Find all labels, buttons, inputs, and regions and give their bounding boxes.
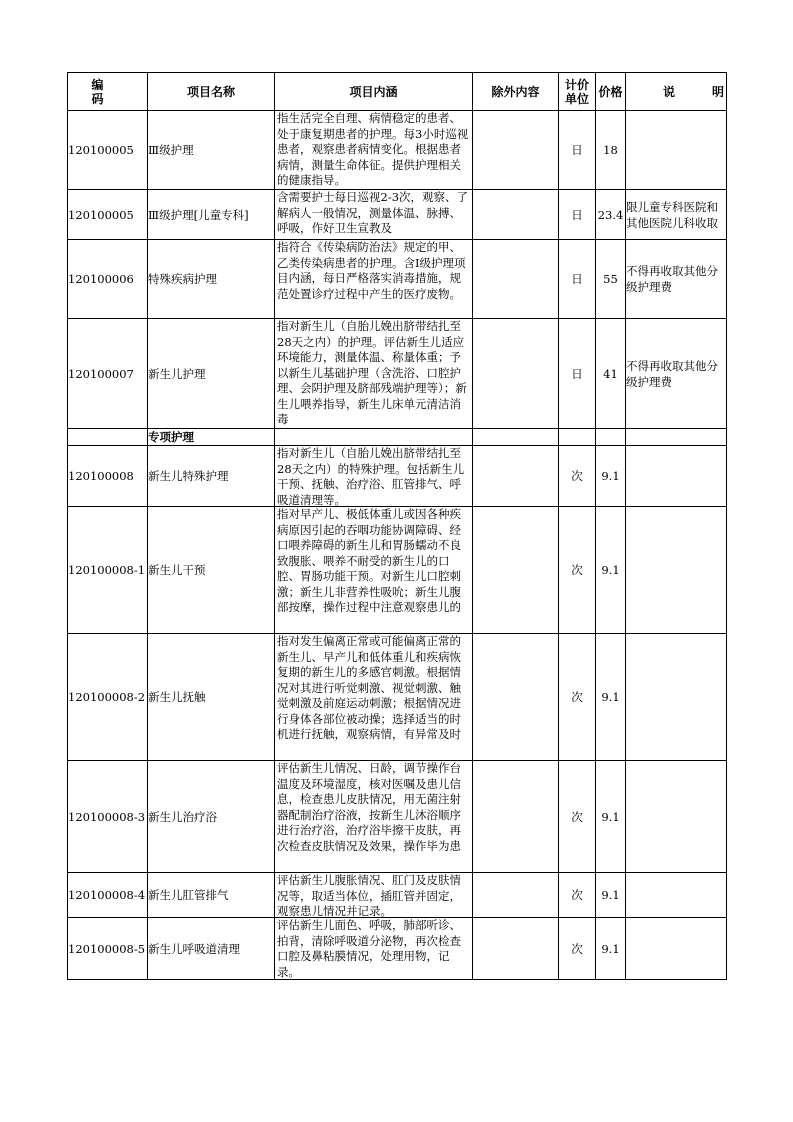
row-price: 41 (596, 319, 626, 429)
table-row (68, 446, 727, 507)
table-row (68, 873, 727, 918)
row-code: 120100008 (68, 446, 148, 507)
row-price: 9.1 (596, 634, 626, 761)
row-exclude (473, 507, 559, 634)
row-content: 评估新生儿腹胀情况、肛门及皮肤情况等，取适当体位，插肛管并固定，观察患儿情况并记录。 (277, 873, 461, 917)
row-name: 新生儿护理 (148, 319, 275, 429)
row-content-cell (275, 190, 473, 240)
row-name: 新生儿特殊护理 (148, 446, 275, 507)
row-code: 120100008-4 (68, 873, 148, 918)
row-note (626, 111, 727, 190)
row-exclude (473, 634, 559, 761)
row-content-cell (275, 873, 473, 918)
row-exclude (473, 190, 559, 240)
row-name: 新生儿治疗浴 (148, 761, 275, 873)
row-note (626, 446, 727, 507)
row-content: 指对发生偏离正常或可能偏离正常的新生儿、早产儿和低体重儿和疾病恢复期的新生儿的多感官刺激。根据情况对其进行听觉刺激、视觉刺激、触觉刺激及前庭运动刺激；根据情况进行身体各部位被动操；选择适当的时机进行抚触，观察病情，有异常及时 (277, 634, 461, 741)
row-price: 9.1 (596, 918, 626, 980)
row-code: 120100005 (68, 111, 148, 190)
section-row (68, 429, 727, 446)
row-price: 9.1 (596, 761, 626, 873)
table-row (68, 634, 727, 761)
header-code: 编 码 (68, 73, 148, 111)
row-note: 限儿童专科医院和其他医院儿科收取 (626, 190, 727, 240)
row-price: 9.1 (596, 446, 626, 507)
row-exclude (473, 319, 559, 429)
header-unit (559, 73, 596, 111)
row-code: 120100008-1 (68, 507, 148, 634)
row-content-cell (275, 761, 473, 873)
row-code: 120100006 (68, 240, 148, 319)
row-note (626, 918, 727, 980)
row-price (596, 429, 626, 446)
table-row (68, 918, 727, 980)
row-unit (559, 429, 596, 446)
row-note (626, 761, 727, 873)
row-content: 评估新生儿情况、日龄，调节操作台温度及环境湿度，核对医嘱及患儿信息，检查患儿皮肤情况，用无菌注射器配制治疗浴液，按新生儿沐浴顺序进行治疗浴，治疗浴毕擦干皮肤，再次检查皮肤情况及效果，操作毕为患 (277, 761, 461, 853)
row-price: 18 (596, 111, 626, 190)
row-unit: 日 (559, 111, 596, 190)
row-content-cell (275, 918, 473, 980)
row-content: 指对新生儿（自胎儿娩出脐带结扎至28天之内）的特殊护理。包括新生儿干预、抚触、治疗浴、肛管排气、呼吸道清理等。 (277, 446, 465, 506)
row-note (626, 873, 727, 918)
row-code: 120100005 (68, 190, 148, 240)
price-table (67, 72, 727, 980)
row-exclude (473, 761, 559, 873)
row-unit: 次 (559, 634, 596, 761)
header-note (626, 73, 727, 111)
row-content-cell (275, 634, 473, 761)
row-unit: 次 (559, 507, 596, 634)
row-content-cell (275, 111, 473, 190)
row-price: 9.1 (596, 507, 626, 634)
table-row (68, 111, 727, 190)
row-code: 120100008-5 (68, 918, 148, 980)
row-note: 不得再收取其他分级护理费 (626, 319, 727, 429)
row-note (626, 429, 727, 446)
table-row (68, 761, 727, 873)
row-name: 专项护理 (148, 429, 275, 446)
row-unit: 日 (559, 190, 596, 240)
header-content: 项目内涵 (275, 73, 473, 111)
row-code: 120100008-3 (68, 761, 148, 873)
row-unit: 次 (559, 873, 596, 918)
row-name: Ⅲ级护理[儿童专科] (148, 190, 275, 240)
row-code (68, 429, 148, 446)
row-content: 评估新生儿面色、呼吸，肺部听诊、拍背，清除呼吸道分泌物，再次检查口腔及鼻粘膜情况，处理用物，记录。 (277, 918, 461, 979)
row-content-cell (275, 319, 473, 429)
row-price: 55 (596, 240, 626, 319)
row-exclude (473, 918, 559, 980)
row-content: 指生活完全自理、病情稳定的患者、处于康复期患者的护理。每3小时巡视患者，观察患者病情变化。根据患者病情，测量生命体征。提供护理相关的健康指导。 (277, 111, 469, 187)
row-name: 新生儿干预 (148, 507, 275, 634)
table-row (68, 507, 727, 634)
row-note: 不得再收取其他分级护理费 (626, 240, 727, 319)
row-content: 指符合《传染病防治法》规定的甲、乙类传染病患者的护理。含Ⅰ级护理项目内涵，每日严格落实消毒措施，规范处置诊疗过程中产生的医疗废物。 (277, 240, 466, 301)
row-price: 23.4 (596, 190, 626, 240)
table-row (68, 319, 727, 429)
row-name: Ⅲ级护理 (148, 111, 275, 190)
header-note-left: 说 (662, 84, 675, 99)
row-content (275, 429, 472, 445)
row-content-cell (275, 429, 473, 446)
row-code: 120100007 (68, 319, 148, 429)
row-name: 特殊疾病护理 (148, 240, 275, 319)
row-unit: 次 (559, 918, 596, 980)
row-unit: 次 (559, 761, 596, 873)
row-price: 9.1 (596, 873, 626, 918)
row-exclude (473, 111, 559, 190)
row-content: 指对早产儿、极低体重儿或因各种疾病原因引起的吞咽功能协调障碍、经口喂养障碍的新生儿和胃肠蠕动不良致腹胀、喂养不耐受的新生儿的口腔、胃肠功能干预。对新生儿口腔刺激；新生儿非营养性吸吮；新生儿腹部按摩，操作过程中注意观察患儿的 (277, 507, 461, 614)
row-unit: 次 (559, 446, 596, 507)
row-content: 指对新生儿（自胎儿娩出脐带结扎至28天之内）的护理。评估新生儿适应环境能力，测量体温、称量体重；予以新生儿基础护理（含洗浴、口腔护理、会阴护理及脐部残端护理等）；新生儿喂养指导，新生儿床单元清洁消毒 (277, 319, 467, 426)
row-exclude (473, 873, 559, 918)
row-name: 新生儿呼吸道清理 (148, 918, 275, 980)
row-name: 新生儿肛管排气 (148, 873, 275, 918)
row-content-cell (275, 446, 473, 507)
header-exclude: 除外内容 (473, 73, 559, 111)
row-note (626, 507, 727, 634)
header-unit-line1: 计价 (564, 77, 589, 92)
row-name: 新生儿抚触 (148, 634, 275, 761)
row-note (626, 634, 727, 761)
row-code: 120100008-2 (68, 634, 148, 761)
row-unit: 日 (559, 240, 596, 319)
header-note-right: 明 (711, 84, 724, 99)
row-exclude (473, 240, 559, 319)
header-price: 价格 (596, 73, 626, 111)
header-row (68, 73, 727, 111)
row-content-cell (275, 240, 473, 319)
row-unit: 日 (559, 319, 596, 429)
row-content-cell (275, 507, 473, 634)
header-name: 项目名称 (148, 73, 275, 111)
row-content: 含需要护士每日巡视2-3次，观察、了解病人一般情况，测量体温、脉搏、呼吸，作好卫生宣教及 (277, 190, 469, 235)
header-unit-line2: 单位 (564, 91, 589, 106)
table-row (68, 240, 727, 319)
table-row (68, 190, 727, 240)
row-exclude (473, 429, 559, 446)
row-exclude (473, 446, 559, 507)
